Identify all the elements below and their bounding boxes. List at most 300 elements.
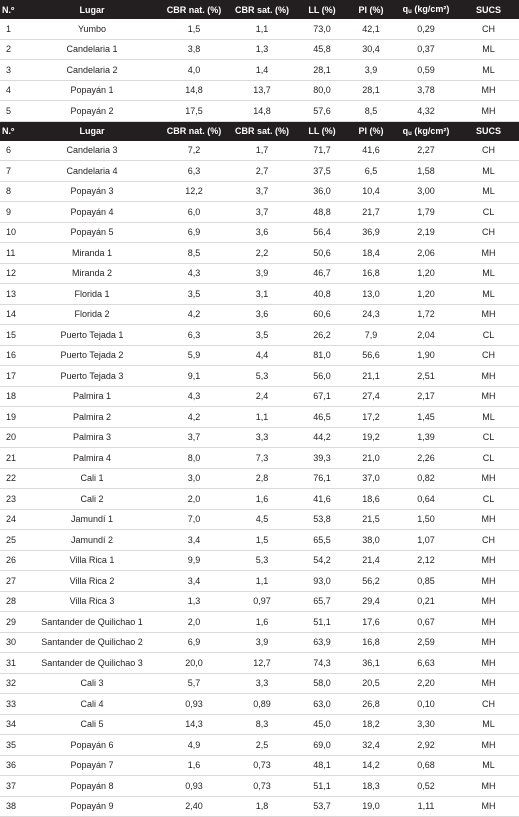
cell-lugar: Cali 4: [24, 694, 160, 715]
table-row: [0, 776, 519, 797]
cell-cbr-nat: 6,9: [160, 632, 228, 653]
table-row: [0, 571, 519, 592]
cell-number: 20: [0, 427, 24, 448]
cell-lugar: Popayán 7: [24, 755, 160, 776]
cell-qu: 1,72: [394, 304, 458, 325]
cell-qu: 1,79: [394, 202, 458, 223]
table-row: [0, 632, 519, 653]
cell-pi: 41,6: [348, 141, 394, 161]
table-row: [0, 181, 519, 202]
cell-lugar: Cali 3: [24, 673, 160, 694]
cell-cbr-sat: 3,6: [228, 222, 296, 243]
cell-cbr-sat: 5,3: [228, 550, 296, 571]
cell-lugar: Jamundí 2: [24, 530, 160, 551]
cell-lugar: Candelaria 3: [24, 141, 160, 161]
cell-sucs: ML: [458, 407, 519, 428]
cell-lugar: Santander de Quilichao 3: [24, 653, 160, 674]
cell-qu: 2,12: [394, 550, 458, 571]
cell-number: 10: [0, 222, 24, 243]
cell-lugar: Puerto Tejada 1: [24, 325, 160, 346]
cell-number: 6: [0, 141, 24, 161]
table-row: [0, 489, 519, 510]
cell-cbr-sat: 2,7: [228, 161, 296, 182]
cell-pi: 42,1: [348, 19, 394, 39]
cell-pi: 13,0: [348, 284, 394, 305]
table-row: [0, 714, 519, 735]
cell-cbr-sat: 0,73: [228, 776, 296, 797]
cell-number: 38: [0, 796, 24, 817]
cell-lugar: Villa Rica 3: [24, 591, 160, 612]
cell-lugar: Popayán 9: [24, 796, 160, 817]
table-row: [0, 39, 519, 60]
cell-ll: 44,2: [296, 427, 348, 448]
cell-sucs: MH: [458, 386, 519, 407]
cell-qu: 1,07: [394, 530, 458, 551]
cell-ll: 45,0: [296, 714, 348, 735]
cell-cbr-sat: 4,4: [228, 345, 296, 366]
header-sucs: SUCS: [458, 121, 519, 141]
cell-ll: 39,3: [296, 448, 348, 469]
cell-cbr-sat: 3,7: [228, 202, 296, 223]
cell-ll: 56,4: [296, 222, 348, 243]
cell-pi: 21,7: [348, 202, 394, 223]
cell-cbr-nat: 3,0: [160, 468, 228, 489]
cell-pi: 17,6: [348, 612, 394, 633]
cell-pi: 20,5: [348, 673, 394, 694]
cell-pi: 21,4: [348, 550, 394, 571]
cell-qu: 0,85: [394, 571, 458, 592]
cell-cbr-nat: 4,2: [160, 407, 228, 428]
cell-number: 31: [0, 653, 24, 674]
table-row: [0, 468, 519, 489]
table-row: [0, 407, 519, 428]
header-qu-units: (kg/cm²): [411, 125, 450, 136]
cell-qu: 1,20: [394, 284, 458, 305]
cell-number: 33: [0, 694, 24, 715]
cell-sucs: ML: [458, 181, 519, 202]
cell-number: 13: [0, 284, 24, 305]
cell-number: 3: [0, 60, 24, 81]
cell-sucs: MH: [458, 796, 519, 817]
cell-sucs: MH: [458, 776, 519, 797]
cell-qu: 3,00: [394, 181, 458, 202]
cell-sucs: MH: [458, 366, 519, 387]
cell-cbr-nat: 12,2: [160, 181, 228, 202]
cell-cbr-nat: 3,8: [160, 39, 228, 60]
cell-ll: 41,6: [296, 489, 348, 510]
cell-ll: 57,6: [296, 101, 348, 122]
table-row: [0, 263, 519, 284]
cell-number: 2: [0, 39, 24, 60]
table-row: [0, 284, 519, 305]
cell-number: 1: [0, 19, 24, 39]
cell-cbr-sat: 1,7: [228, 141, 296, 161]
cell-lugar: Jamundí 1: [24, 509, 160, 530]
cell-cbr-sat: 13,7: [228, 80, 296, 101]
cell-cbr-sat: 12,7: [228, 653, 296, 674]
cell-sucs: MH: [458, 80, 519, 101]
cell-lugar: Puerto Tejada 3: [24, 366, 160, 387]
cell-ll: 28,1: [296, 60, 348, 81]
cell-lugar: Miranda 1: [24, 243, 160, 264]
cell-qu: 2,06: [394, 243, 458, 264]
cell-lugar: Florida 1: [24, 284, 160, 305]
cell-cbr-nat: 6,9: [160, 222, 228, 243]
table-row: [0, 325, 519, 346]
cell-ll: 54,2: [296, 550, 348, 571]
header-cbr-sat: CBR sat. (%): [228, 121, 296, 141]
cell-qu: 3,78: [394, 80, 458, 101]
cell-cbr-nat: 1,5: [160, 19, 228, 39]
cell-qu: 1,20: [394, 263, 458, 284]
cell-cbr-nat: 3,5: [160, 284, 228, 305]
header-cbr-nat: CBR nat. (%): [160, 0, 228, 19]
header-number: N.º: [0, 0, 24, 19]
cell-qu: 6,63: [394, 653, 458, 674]
cell-cbr-nat: 0,93: [160, 776, 228, 797]
cell-cbr-sat: 0,97: [228, 591, 296, 612]
cell-pi: 26,8: [348, 694, 394, 715]
cell-cbr-nat: 2,0: [160, 489, 228, 510]
cell-cbr-nat: 20,0: [160, 653, 228, 674]
cell-lugar: Palmira 4: [24, 448, 160, 469]
cell-cbr-nat: 3,7: [160, 427, 228, 448]
table-row: [0, 427, 519, 448]
table-row: [0, 735, 519, 756]
cell-ll: 81,0: [296, 345, 348, 366]
cell-sucs: CH: [458, 694, 519, 715]
cell-pi: 18,6: [348, 489, 394, 510]
cell-cbr-nat: 9,9: [160, 550, 228, 571]
cell-qu: 2,19: [394, 222, 458, 243]
cell-cbr-sat: 0,73: [228, 755, 296, 776]
cell-sucs: ML: [458, 161, 519, 182]
cell-sucs: CL: [458, 427, 519, 448]
cell-number: 9: [0, 202, 24, 223]
cell-lugar: Villa Rica 1: [24, 550, 160, 571]
cell-ll: 48,8: [296, 202, 348, 223]
cell-lugar: Popayán 5: [24, 222, 160, 243]
cell-lugar: Santander de Quilichao 1: [24, 612, 160, 633]
cell-sucs: MH: [458, 509, 519, 530]
cell-cbr-nat: 4,3: [160, 386, 228, 407]
cell-pi: 10,4: [348, 181, 394, 202]
cell-cbr-sat: 2,4: [228, 386, 296, 407]
header-lugar: Lugar: [24, 121, 160, 141]
table-row: [0, 161, 519, 182]
cell-ll: 58,0: [296, 673, 348, 694]
cell-ll: 26,2: [296, 325, 348, 346]
cell-lugar: Cali 1: [24, 468, 160, 489]
cell-number: 32: [0, 673, 24, 694]
cell-sucs: MH: [458, 673, 519, 694]
cell-number: 29: [0, 612, 24, 633]
cell-cbr-sat: 3,7: [228, 181, 296, 202]
cell-ll: 36,0: [296, 181, 348, 202]
cell-cbr-sat: 1,3: [228, 39, 296, 60]
cell-cbr-nat: 8,0: [160, 448, 228, 469]
cell-ll: 56,0: [296, 366, 348, 387]
cell-qu: 2,26: [394, 448, 458, 469]
table-row: [0, 550, 519, 571]
cell-cbr-sat: 3,5: [228, 325, 296, 346]
cell-cbr-nat: 4,3: [160, 263, 228, 284]
cell-number: 37: [0, 776, 24, 797]
header-pi: PI (%): [348, 121, 394, 141]
header-qu-subscript: u: [408, 130, 412, 137]
cell-cbr-nat: 14,3: [160, 714, 228, 735]
cell-cbr-nat: 8,5: [160, 243, 228, 264]
cell-cbr-sat: 1,4: [228, 60, 296, 81]
table-row: [0, 591, 519, 612]
table-row: [0, 509, 519, 530]
cell-ll: 46,5: [296, 407, 348, 428]
cell-number: 8: [0, 181, 24, 202]
cell-cbr-nat: 7,0: [160, 509, 228, 530]
cell-pi: 7,9: [348, 325, 394, 346]
cell-cbr-sat: 3,6: [228, 304, 296, 325]
cell-sucs: CL: [458, 448, 519, 469]
cell-lugar: Villa Rica 2: [24, 571, 160, 592]
cell-sucs: CH: [458, 530, 519, 551]
cell-ll: 37,5: [296, 161, 348, 182]
cell-ll: 53,8: [296, 509, 348, 530]
cell-sucs: CH: [458, 141, 519, 161]
cell-cbr-nat: 3,4: [160, 530, 228, 551]
cell-cbr-sat: 2,2: [228, 243, 296, 264]
cell-sucs: MH: [458, 735, 519, 756]
cell-number: 28: [0, 591, 24, 612]
cell-sucs: CH: [458, 222, 519, 243]
header-pi: PI (%): [348, 0, 394, 19]
cell-number: 30: [0, 632, 24, 653]
header-ll: LL (%): [296, 0, 348, 19]
cell-number: 7: [0, 161, 24, 182]
cell-ll: 51,1: [296, 776, 348, 797]
table-header-row: [0, 121, 519, 141]
cell-sucs: MH: [458, 632, 519, 653]
header-qu: [394, 0, 458, 19]
table-row: [0, 386, 519, 407]
cell-ll: 45,8: [296, 39, 348, 60]
cell-cbr-sat: 4,5: [228, 509, 296, 530]
cell-ll: 50,6: [296, 243, 348, 264]
cell-pi: 19,2: [348, 427, 394, 448]
cell-pi: 29,4: [348, 591, 394, 612]
cell-pi: 18,3: [348, 776, 394, 797]
cell-ll: 51,1: [296, 612, 348, 633]
cell-cbr-nat: 17,5: [160, 101, 228, 122]
table-row: [0, 694, 519, 715]
cell-pi: 36,1: [348, 653, 394, 674]
cell-qu: 1,90: [394, 345, 458, 366]
cell-number: 5: [0, 101, 24, 122]
cell-cbr-nat: 4,0: [160, 60, 228, 81]
cell-cbr-nat: 14,8: [160, 80, 228, 101]
cell-ll: 46,7: [296, 263, 348, 284]
cell-cbr-nat: 5,7: [160, 673, 228, 694]
cell-ll: 71,7: [296, 141, 348, 161]
cell-pi: 56,2: [348, 571, 394, 592]
cell-number: 18: [0, 386, 24, 407]
cell-ll: 48,1: [296, 755, 348, 776]
cell-pi: 37,0: [348, 468, 394, 489]
cell-sucs: CH: [458, 19, 519, 39]
cell-ll: 63,9: [296, 632, 348, 653]
cell-lugar: Puerto Tejada 2: [24, 345, 160, 366]
cell-pi: 38,0: [348, 530, 394, 551]
cell-sucs: MH: [458, 468, 519, 489]
cell-sucs: MH: [458, 591, 519, 612]
cell-qu: 0,82: [394, 468, 458, 489]
cell-sucs: CH: [458, 345, 519, 366]
cell-sucs: MH: [458, 101, 519, 122]
cell-cbr-sat: 1,1: [228, 407, 296, 428]
cell-lugar: Palmira 2: [24, 407, 160, 428]
cell-ll: 76,1: [296, 468, 348, 489]
cell-number: 4: [0, 80, 24, 101]
cell-cbr-sat: 2,8: [228, 468, 296, 489]
cell-cbr-sat: 5,3: [228, 366, 296, 387]
cell-lugar: Palmira 3: [24, 427, 160, 448]
table-row: [0, 530, 519, 551]
cell-qu: 2,59: [394, 632, 458, 653]
table-row: [0, 653, 519, 674]
cell-ll: 67,1: [296, 386, 348, 407]
cell-qu: 2,17: [394, 386, 458, 407]
cell-ll: 93,0: [296, 571, 348, 592]
cell-ll: 73,0: [296, 19, 348, 39]
cell-pi: 36,9: [348, 222, 394, 243]
cell-cbr-sat: 3,1: [228, 284, 296, 305]
cell-lugar: Popayán 6: [24, 735, 160, 756]
cell-number: 23: [0, 489, 24, 510]
cell-lugar: Candelaria 2: [24, 60, 160, 81]
cell-number: 16: [0, 345, 24, 366]
cell-qu: 0,10: [394, 694, 458, 715]
cell-lugar: Popayán 1: [24, 80, 160, 101]
cell-qu: 1,11: [394, 796, 458, 817]
cell-ll: 69,0: [296, 735, 348, 756]
cell-ll: 74,3: [296, 653, 348, 674]
cell-pi: 8,5: [348, 101, 394, 122]
cell-pi: 32,4: [348, 735, 394, 756]
cell-cbr-sat: 1,6: [228, 612, 296, 633]
cell-number: 26: [0, 550, 24, 571]
cell-number: 36: [0, 755, 24, 776]
cell-sucs: MH: [458, 653, 519, 674]
cell-cbr-nat: 7,2: [160, 141, 228, 161]
cell-qu: 2,27: [394, 141, 458, 161]
cell-lugar: Santander de Quilichao 2: [24, 632, 160, 653]
table-row: [0, 19, 519, 39]
cell-qu: 2,04: [394, 325, 458, 346]
cell-qu: 1,50: [394, 509, 458, 530]
cell-pi: 30,4: [348, 39, 394, 60]
cell-qu: 2,92: [394, 735, 458, 756]
table-row: [0, 673, 519, 694]
table-row: [0, 612, 519, 633]
cell-cbr-nat: 0,93: [160, 694, 228, 715]
header-cbr-nat: CBR nat. (%): [160, 121, 228, 141]
cell-cbr-nat: 5,9: [160, 345, 228, 366]
cell-pi: 17,2: [348, 407, 394, 428]
cell-number: 21: [0, 448, 24, 469]
cell-ll: 65,5: [296, 530, 348, 551]
table-row: [0, 80, 519, 101]
cell-ll: 63,0: [296, 694, 348, 715]
cell-number: 35: [0, 735, 24, 756]
cell-qu: 4,32: [394, 101, 458, 122]
cell-sucs: ML: [458, 39, 519, 60]
table-row: [0, 202, 519, 223]
cell-cbr-nat: 4,9: [160, 735, 228, 756]
table-row: [0, 141, 519, 161]
cell-cbr-sat: 8,3: [228, 714, 296, 735]
cell-qu: 0,52: [394, 776, 458, 797]
cell-sucs: MH: [458, 571, 519, 592]
cell-sucs: MH: [458, 243, 519, 264]
header-qu-symbol: q: [402, 125, 409, 136]
cell-pi: 56,6: [348, 345, 394, 366]
cell-cbr-nat: 3,4: [160, 571, 228, 592]
cell-cbr-sat: 1,5: [228, 530, 296, 551]
cell-ll: 65,7: [296, 591, 348, 612]
cell-pi: 6,5: [348, 161, 394, 182]
cell-qu: 2,51: [394, 366, 458, 387]
header-qu: [394, 121, 458, 141]
cell-qu: 0,68: [394, 755, 458, 776]
cell-cbr-nat: 2,40: [160, 796, 228, 817]
cell-lugar: Florida 2: [24, 304, 160, 325]
cell-sucs: ML: [458, 263, 519, 284]
table-row: [0, 345, 519, 366]
cell-number: 12: [0, 263, 24, 284]
cell-pi: 21,5: [348, 509, 394, 530]
cell-cbr-nat: 2,0: [160, 612, 228, 633]
cell-pi: 21,1: [348, 366, 394, 387]
table-row: [0, 243, 519, 264]
cell-number: 34: [0, 714, 24, 735]
cell-sucs: MH: [458, 612, 519, 633]
cell-number: 24: [0, 509, 24, 530]
cell-sucs: ML: [458, 60, 519, 81]
cell-pi: 18,2: [348, 714, 394, 735]
cell-cbr-nat: 1,6: [160, 755, 228, 776]
table-header-row: [0, 0, 519, 19]
header-ll: LL (%): [296, 121, 348, 141]
cell-pi: 3,9: [348, 60, 394, 81]
cell-lugar: Yumbo: [24, 19, 160, 39]
cell-number: 27: [0, 571, 24, 592]
cell-sucs: ML: [458, 714, 519, 735]
table-row: [0, 448, 519, 469]
table-row: [0, 366, 519, 387]
cell-cbr-nat: 1,3: [160, 591, 228, 612]
cell-pi: 28,1: [348, 80, 394, 101]
cell-cbr-nat: 4,2: [160, 304, 228, 325]
cell-cbr-sat: 3,9: [228, 263, 296, 284]
table-row: [0, 796, 519, 817]
cell-pi: 16,8: [348, 263, 394, 284]
table-row: [0, 222, 519, 243]
cell-cbr-sat: 3,9: [228, 632, 296, 653]
cell-pi: 24,3: [348, 304, 394, 325]
cell-cbr-sat: 3,3: [228, 427, 296, 448]
cell-ll: 80,0: [296, 80, 348, 101]
cell-pi: 19,0: [348, 796, 394, 817]
cell-sucs: MH: [458, 550, 519, 571]
